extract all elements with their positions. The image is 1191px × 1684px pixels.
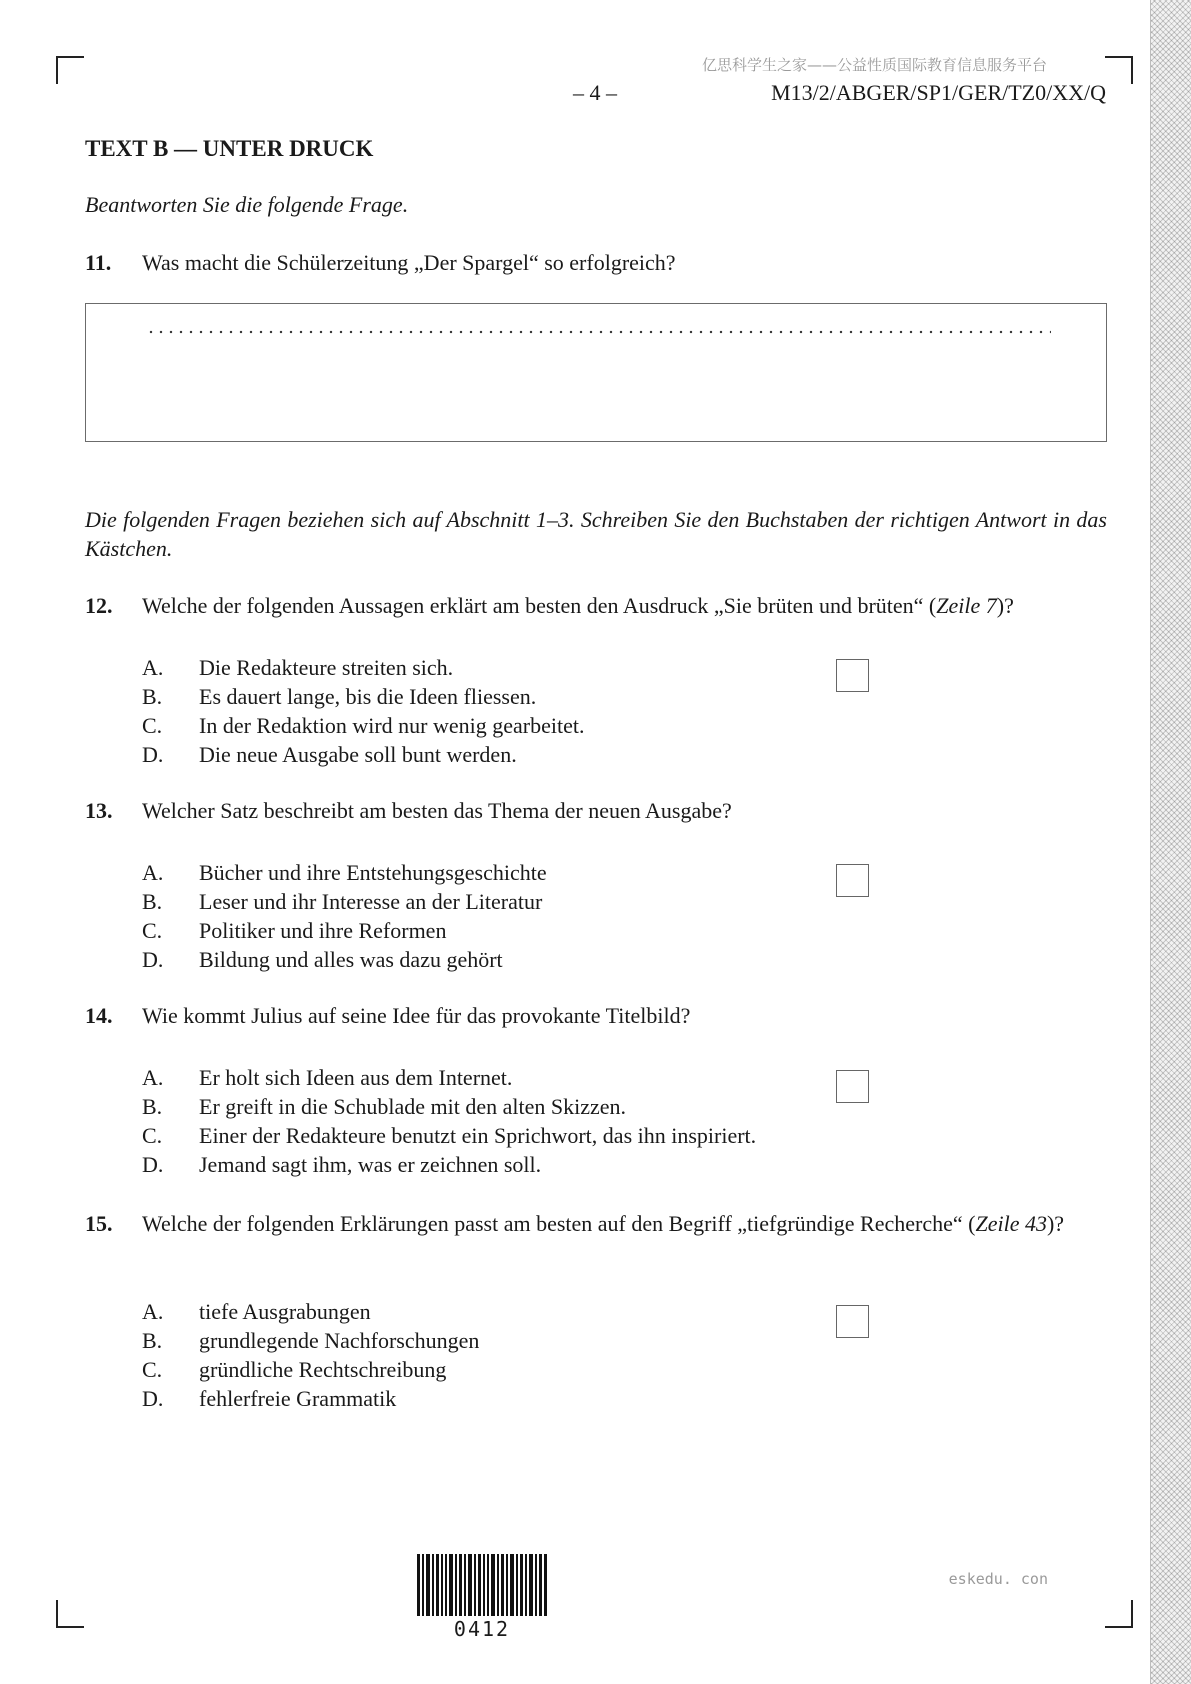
line-reference: Zeile 43 xyxy=(975,1211,1047,1236)
answer-checkbox-15[interactable] xyxy=(836,1305,869,1338)
crop-mark-bottom-right xyxy=(1105,1600,1133,1628)
answer-dotted-line xyxy=(146,330,1051,334)
question-15 xyxy=(85,1209,1107,1238)
page-number: – 4 – xyxy=(573,80,617,105)
options-13 xyxy=(142,858,547,974)
option-d: D. fehlerfreie Grammatik xyxy=(142,1386,397,1411)
paper-code: M13/2/ABGER/SP1/GER/TZ0/XX/Q xyxy=(771,80,1106,105)
option-c: C. Einer der Redakteure benutzt ein Sprichwort, das ihn inspiriert. xyxy=(142,1123,757,1148)
option-a: A. Bücher und ihre Entstehungsgeschichte xyxy=(142,860,547,885)
option-b: B. Es dauert lange, bis die Ideen fliessen. xyxy=(142,684,537,709)
crop-mark-top-right xyxy=(1105,56,1133,84)
crop-mark-bottom-left xyxy=(56,1600,84,1628)
question-text: Welcher Satz beschreibt am besten das Thema der neuen Ausgabe? xyxy=(142,798,732,823)
crop-mark-top-left xyxy=(56,56,84,84)
option-a: A. Er holt sich Ideen aus dem Internet. xyxy=(142,1065,513,1090)
answer-box-11[interactable] xyxy=(85,303,1107,442)
answer-checkbox-14[interactable] xyxy=(836,1070,869,1103)
section-title: TEXT B — UNTER DRUCK xyxy=(85,136,374,161)
answer-checkbox-13[interactable] xyxy=(836,864,869,897)
question-12 xyxy=(85,591,1107,620)
question-number: 11. xyxy=(85,250,112,275)
options-15 xyxy=(142,1297,479,1413)
option-b: B. Er greift in die Schublade mit den alten Skizzen. xyxy=(142,1094,627,1119)
option-a: A. Die Redakteure streiten sich. xyxy=(142,655,454,680)
question-14 xyxy=(85,1001,1107,1030)
option-d: D. Bildung und alles was dazu gehört xyxy=(142,947,503,972)
question-text: Welche der folgenden Erklärungen passt am besten auf den Begriff „tiefgründige Recherche“ (Zeile 43)? xyxy=(142,1211,1065,1236)
header-watermark: 亿思科学生之家——公益性质国际教育信息服务平台 xyxy=(701,56,1047,74)
option-c: C. In der Redaktion wird nur wenig gearbeitet. xyxy=(142,713,585,738)
line-reference: Zeile 7 xyxy=(936,593,997,618)
option-b: B. grundlegende Nachforschungen xyxy=(142,1328,480,1353)
footer-watermark: eskedu. con xyxy=(948,1570,1048,1588)
option-c: C. gründliche Rechtschreibung xyxy=(142,1357,447,1382)
option-a: A. tiefe Ausgrabungen xyxy=(142,1299,371,1324)
scanner-side-strip xyxy=(1150,0,1191,1684)
option-d: D. Jemand sagt ihm, was er zeichnen soll. xyxy=(142,1152,542,1177)
question-number: 12. xyxy=(85,593,113,618)
option-b: B. Leser und ihr Interesse an der Literatur xyxy=(142,889,543,914)
barcode-icon xyxy=(417,1554,547,1616)
question-number: 14. xyxy=(85,1003,113,1028)
options-12 xyxy=(142,653,584,769)
question-11 xyxy=(85,248,1107,277)
option-c: C. Politiker und ihre Reformen xyxy=(142,918,447,943)
question-number: 13. xyxy=(85,798,113,823)
instruction-open-question: Beantworten Sie die folgende Frage. xyxy=(85,192,409,217)
question-text: Was macht die Schülerzeitung „Der Spargel“ so erfolgreich? xyxy=(142,250,676,275)
question-text: Welche der folgenden Aussagen erklärt am besten den Ausdruck „Sie brüten und brüten“ (Zeile 7)? xyxy=(142,593,1014,618)
barcode-number: 0412 xyxy=(453,1617,511,1641)
answer-checkbox-12[interactable] xyxy=(836,659,869,692)
question-13 xyxy=(85,796,1107,825)
question-text: Wie kommt Julius auf seine Idee für das provokante Titelbild? xyxy=(142,1003,691,1028)
options-14 xyxy=(142,1063,756,1179)
instruction-multiple-choice: Die folgenden Fragen beziehen sich auf Abschnitt 1–3. Schreiben Sie den Buchstaben der richtigen Antwort in das Kästchen. xyxy=(85,507,1107,561)
question-number: 15. xyxy=(85,1211,113,1236)
option-d: D. Die neue Ausgabe soll bunt werden. xyxy=(142,742,517,767)
